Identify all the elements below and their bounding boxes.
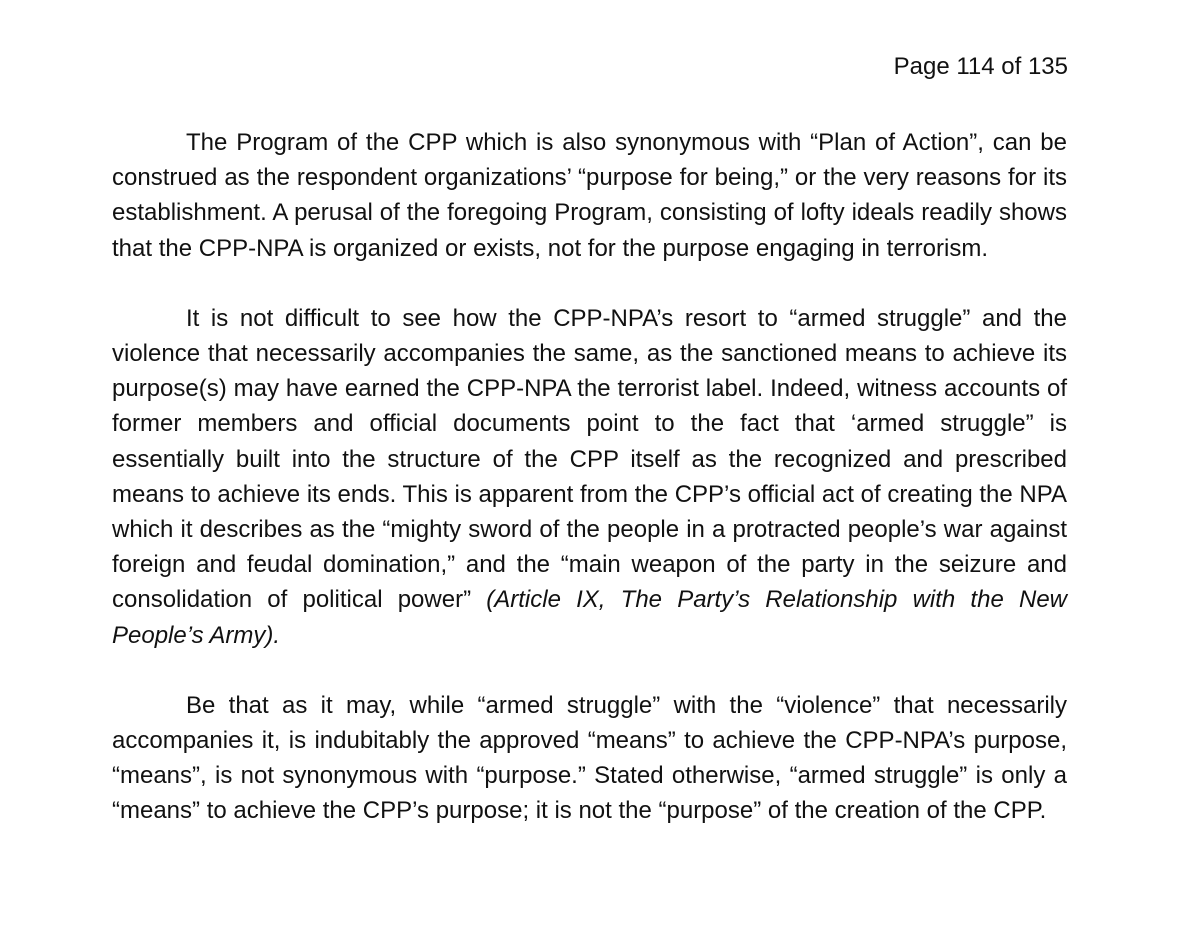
paragraph-text: It is not difficult to see how the CPP-NPA’s resort to “armed struggle” and the violence that necessarily accompanies the same, as the sanctioned means to achieve its purpose(s) may have earned the CPP-NPA the terrorist label. Indeed, witness accounts of former members and official documents point to the fact that ‘armed struggle” is essentially built into the structure of the CPP itself as the recognized and prescribed means to achieve its ends. This is apparent from the CPP’s official act of creating the NPA which it describes as the “mighty sword of the people in a protracted people’s war against foreign and feudal domination,” and the “main weapon of the party in the seizure and consolidation of political power” xyxy=(112,304,1067,614)
document-body xyxy=(112,125,1067,829)
paragraph-means-vs-purpose xyxy=(112,688,1067,829)
page-number: Page 114 of 135 xyxy=(893,53,1068,80)
paragraph-program-purpose xyxy=(112,125,1067,266)
citation-article-ix: (Article IX, The Party’s Relationship with the New People’s Army). xyxy=(112,586,1067,649)
paragraph-text: The Program of the CPP which is also synonymous with “Plan of Action”, can be construed as the respondent organizations’ “purpose for being,” or the very reasons for its establishment. A perusal of the foregoing Program, consisting of lofty ideals readily shows that the CPP-NPA is organized or exists, not for the purpose engaging in terrorism. xyxy=(112,129,1067,262)
paragraph-armed-struggle xyxy=(112,301,1067,653)
paragraph-text: Be that as it may, while “armed struggle” with the “violence” that necessarily accompanies it, is indubitably the approved “means” to achieve the CPP-NPA’s purpose, “means”, is not synonymous with “purpose.” Stated otherwise, “armed struggle” is only a “means” to achieve the CPP’s purpose; it is not the “purpose” of the creation of the CPP. xyxy=(112,691,1067,825)
